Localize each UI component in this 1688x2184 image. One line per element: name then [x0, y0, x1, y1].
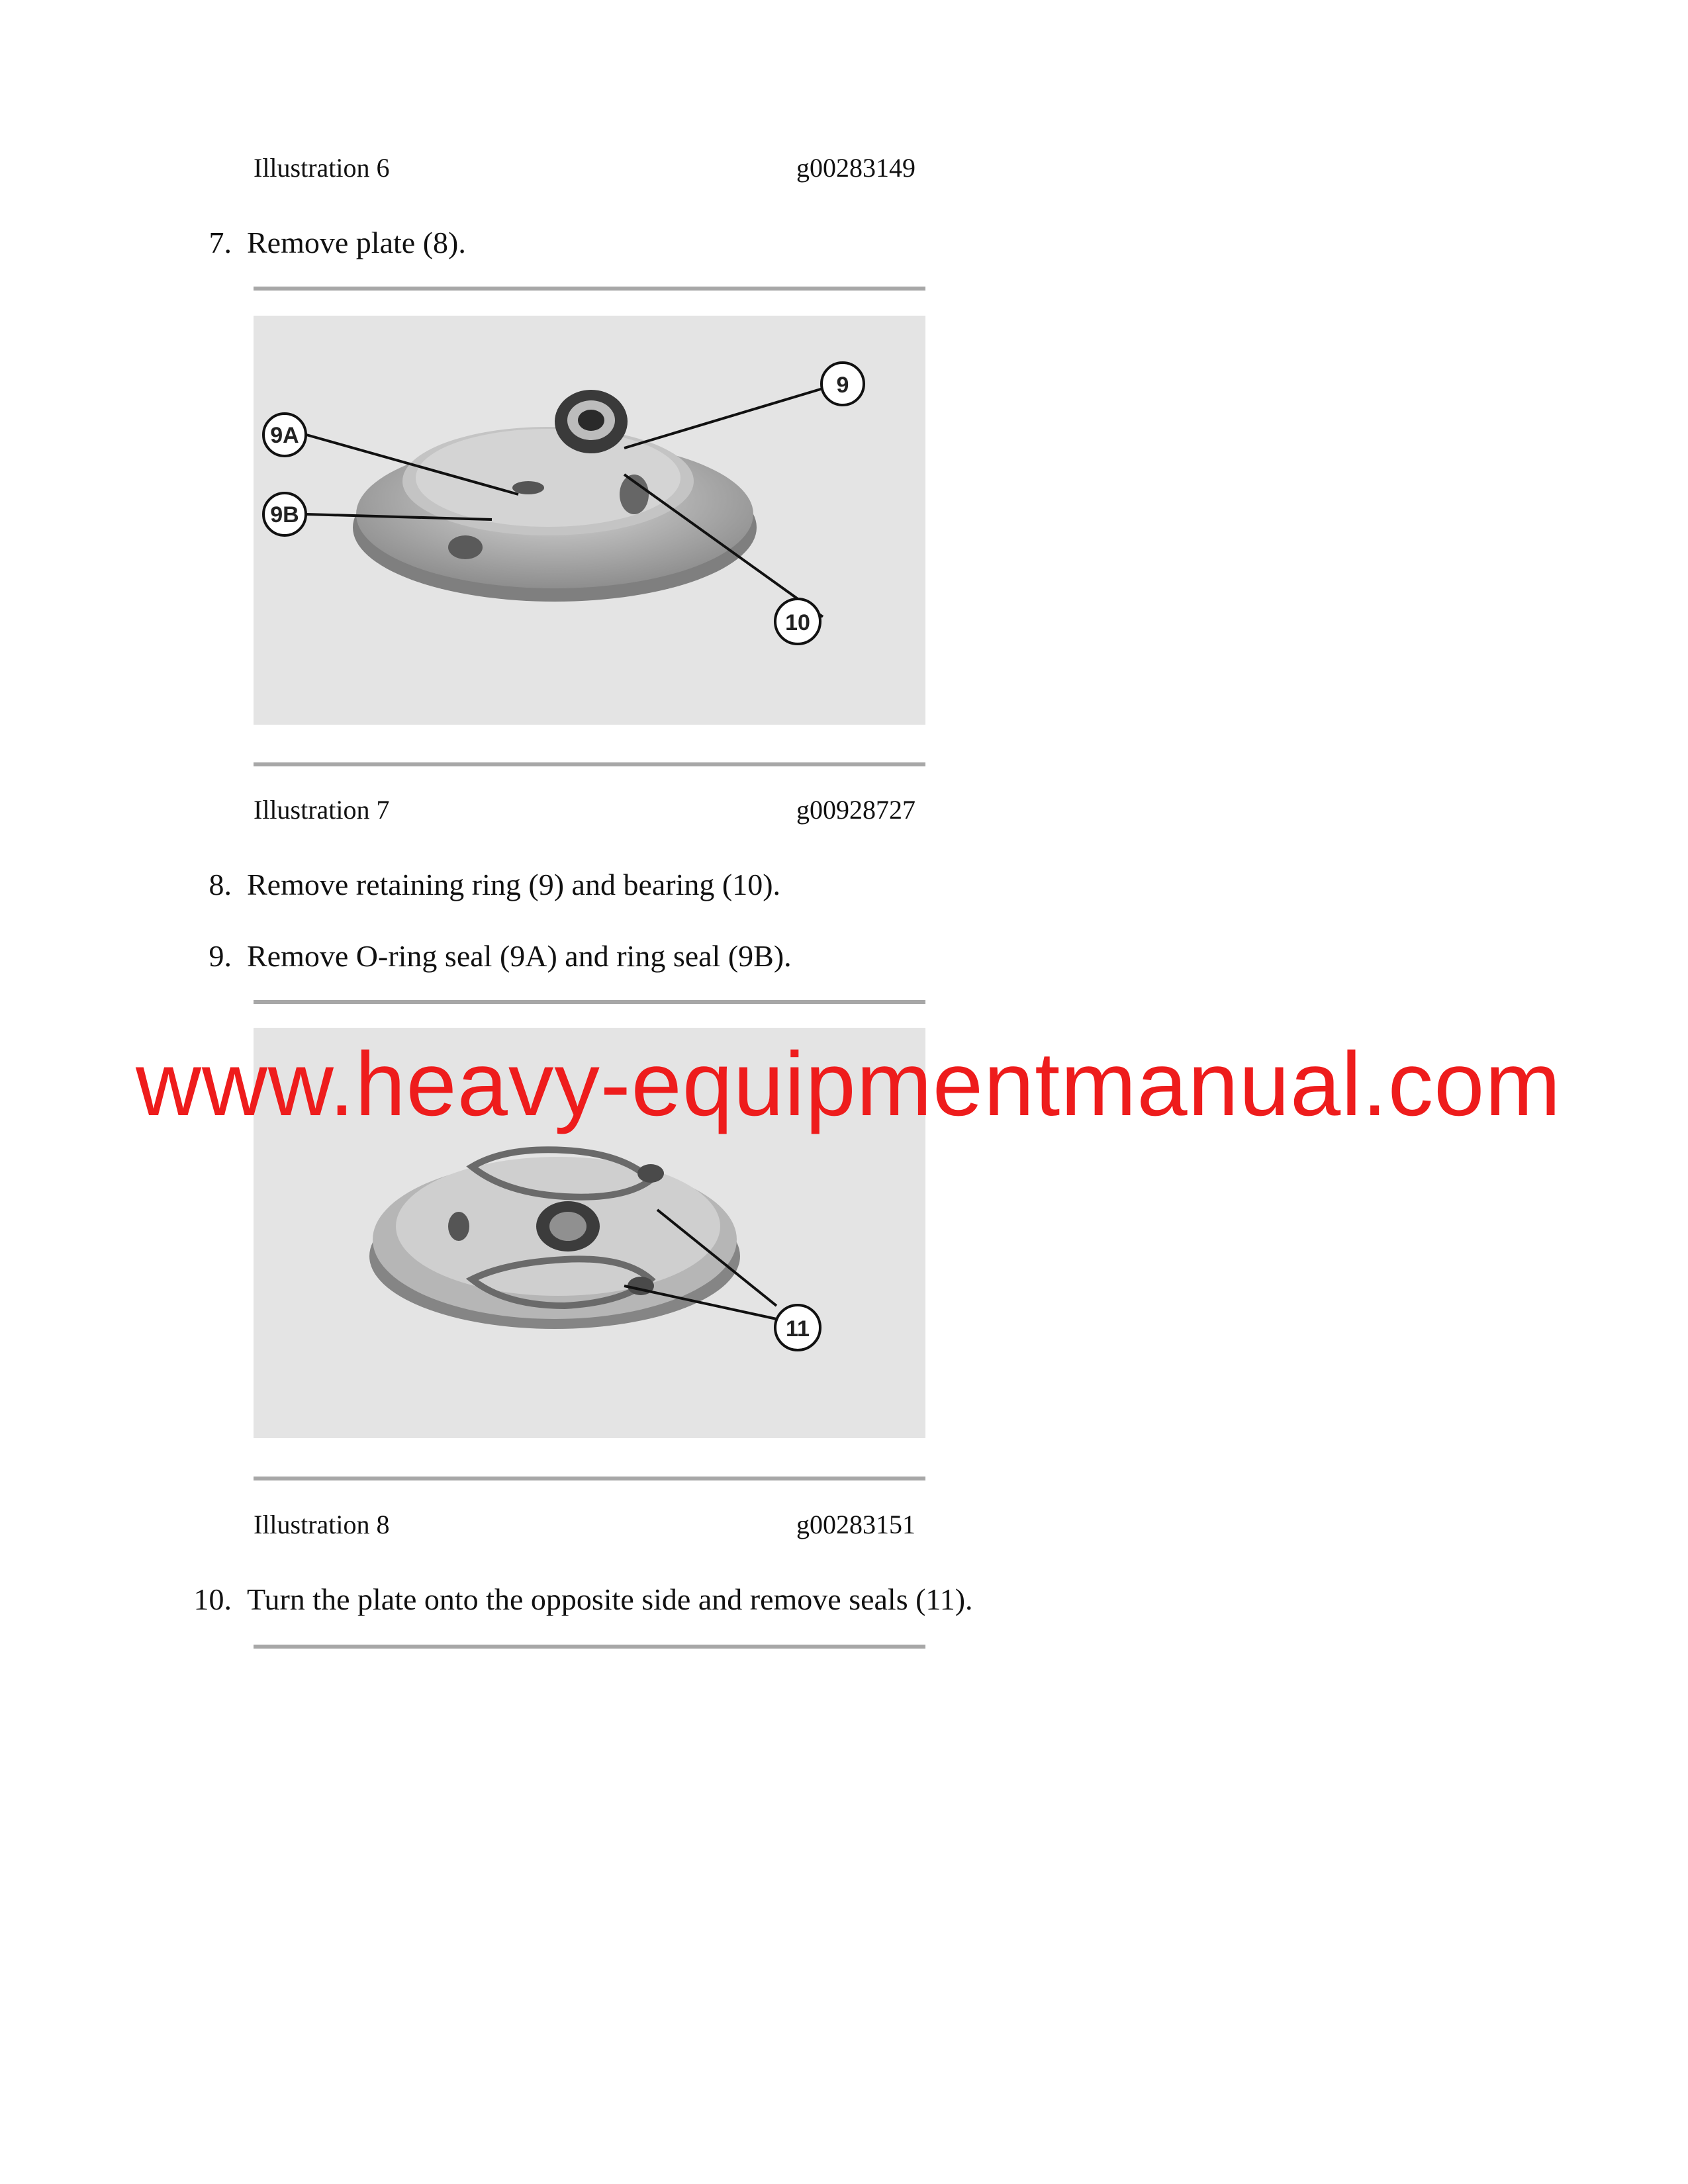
figure-caption: Illustration 8 [254, 1510, 390, 1539]
figure-photo-bearing-plate [254, 316, 925, 725]
divider [254, 762, 925, 766]
callout-9 [821, 363, 864, 405]
watermark: www.heavy-equipmentmanual.com [136, 1034, 1562, 1135]
step-number: 8. [209, 868, 232, 901]
step-number: 9. [209, 939, 232, 973]
svg-text:10: 10 [785, 610, 810, 635]
step-number: 10. [193, 1582, 232, 1616]
divider [254, 1000, 925, 1004]
divider [254, 287, 925, 291]
step-text: Remove O-ring seal (9A) and ring seal (9B). [247, 939, 792, 973]
svg-text:9B: 9B [270, 502, 299, 527]
bearing-plate-drawing [254, 316, 925, 725]
figure-caption: Illustration 6 [254, 153, 390, 183]
svg-text:9A: 9A [270, 423, 299, 448]
figure-caption: Illustration 7 [254, 795, 390, 825]
svg-text:11: 11 [786, 1316, 810, 1342]
callout-11 [775, 1305, 820, 1350]
figure-code: g00928727 [796, 795, 915, 825]
figure-code: g00283149 [796, 153, 915, 183]
divider [254, 1645, 925, 1649]
step-text: Remove retaining ring (9) and bearing (10). [247, 868, 781, 901]
callout-9b [263, 493, 306, 535]
step-number: 7. [209, 226, 232, 259]
svg-text:9: 9 [836, 373, 849, 398]
step-text: Turn the plate onto the opposite side and remove seals (11). [247, 1582, 973, 1616]
figure-code: g00283151 [796, 1510, 915, 1539]
callout-9a [263, 414, 306, 456]
step-text: Remove plate (8). [247, 226, 466, 259]
callout-10 [775, 599, 820, 644]
divider [254, 1477, 925, 1480]
